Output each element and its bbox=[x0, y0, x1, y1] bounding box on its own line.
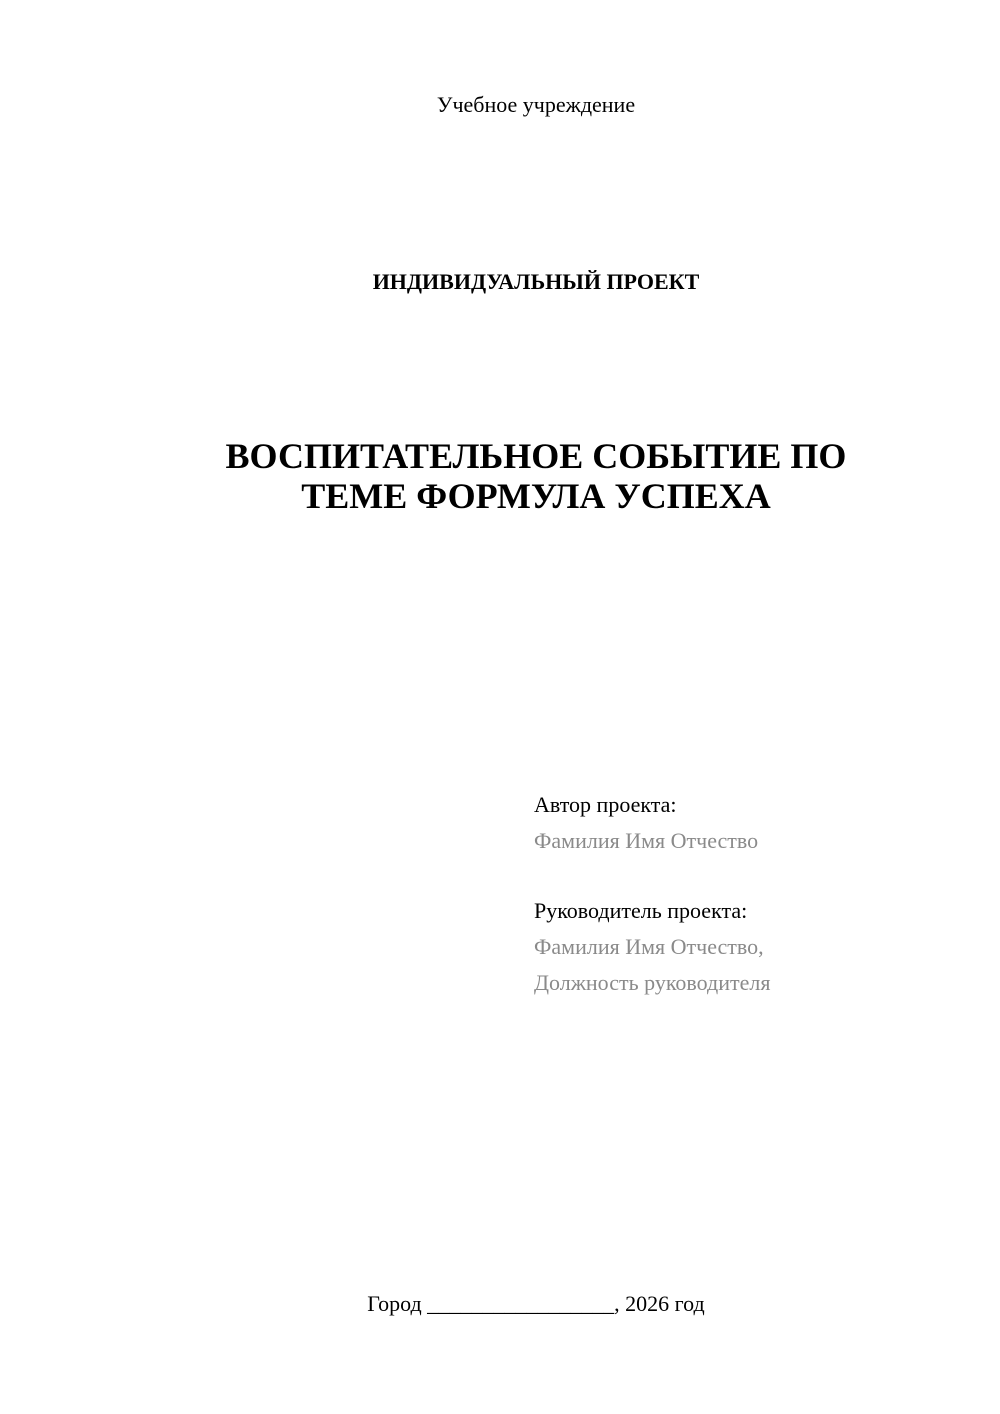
supervisor-name: Фамилия Имя Отчество, bbox=[534, 934, 764, 959]
author-name: Фамилия Имя Отчество bbox=[534, 828, 759, 853]
city-blank: _________________ bbox=[427, 1291, 615, 1316]
institution-name: Учебное учреждение bbox=[436, 92, 636, 117]
supervisor-position: Должность руководителя bbox=[534, 970, 771, 995]
author-label: Автор проекта: bbox=[534, 792, 677, 817]
project-type-heading: ИНДИВИДУАЛЬНЫЙ ПРОЕКТ bbox=[372, 269, 700, 294]
supervisor-label: Руководитель проекта: bbox=[534, 898, 748, 923]
credits-spacer bbox=[534, 859, 974, 893]
project-title-line-1: ВОСПИТАТЕЛЬНОЕ СОБЫТИЕ ПО bbox=[225, 436, 847, 476]
city-label: Город bbox=[367, 1291, 422, 1316]
project-title bbox=[160, 436, 912, 516]
project-title-line-2: ТЕМЕ ФОРМУЛА УСПЕХА bbox=[301, 476, 771, 516]
project-credits bbox=[534, 787, 974, 1001]
city-year-line bbox=[0, 1289, 1000, 1319]
year-label: , 2026 год bbox=[614, 1291, 705, 1316]
